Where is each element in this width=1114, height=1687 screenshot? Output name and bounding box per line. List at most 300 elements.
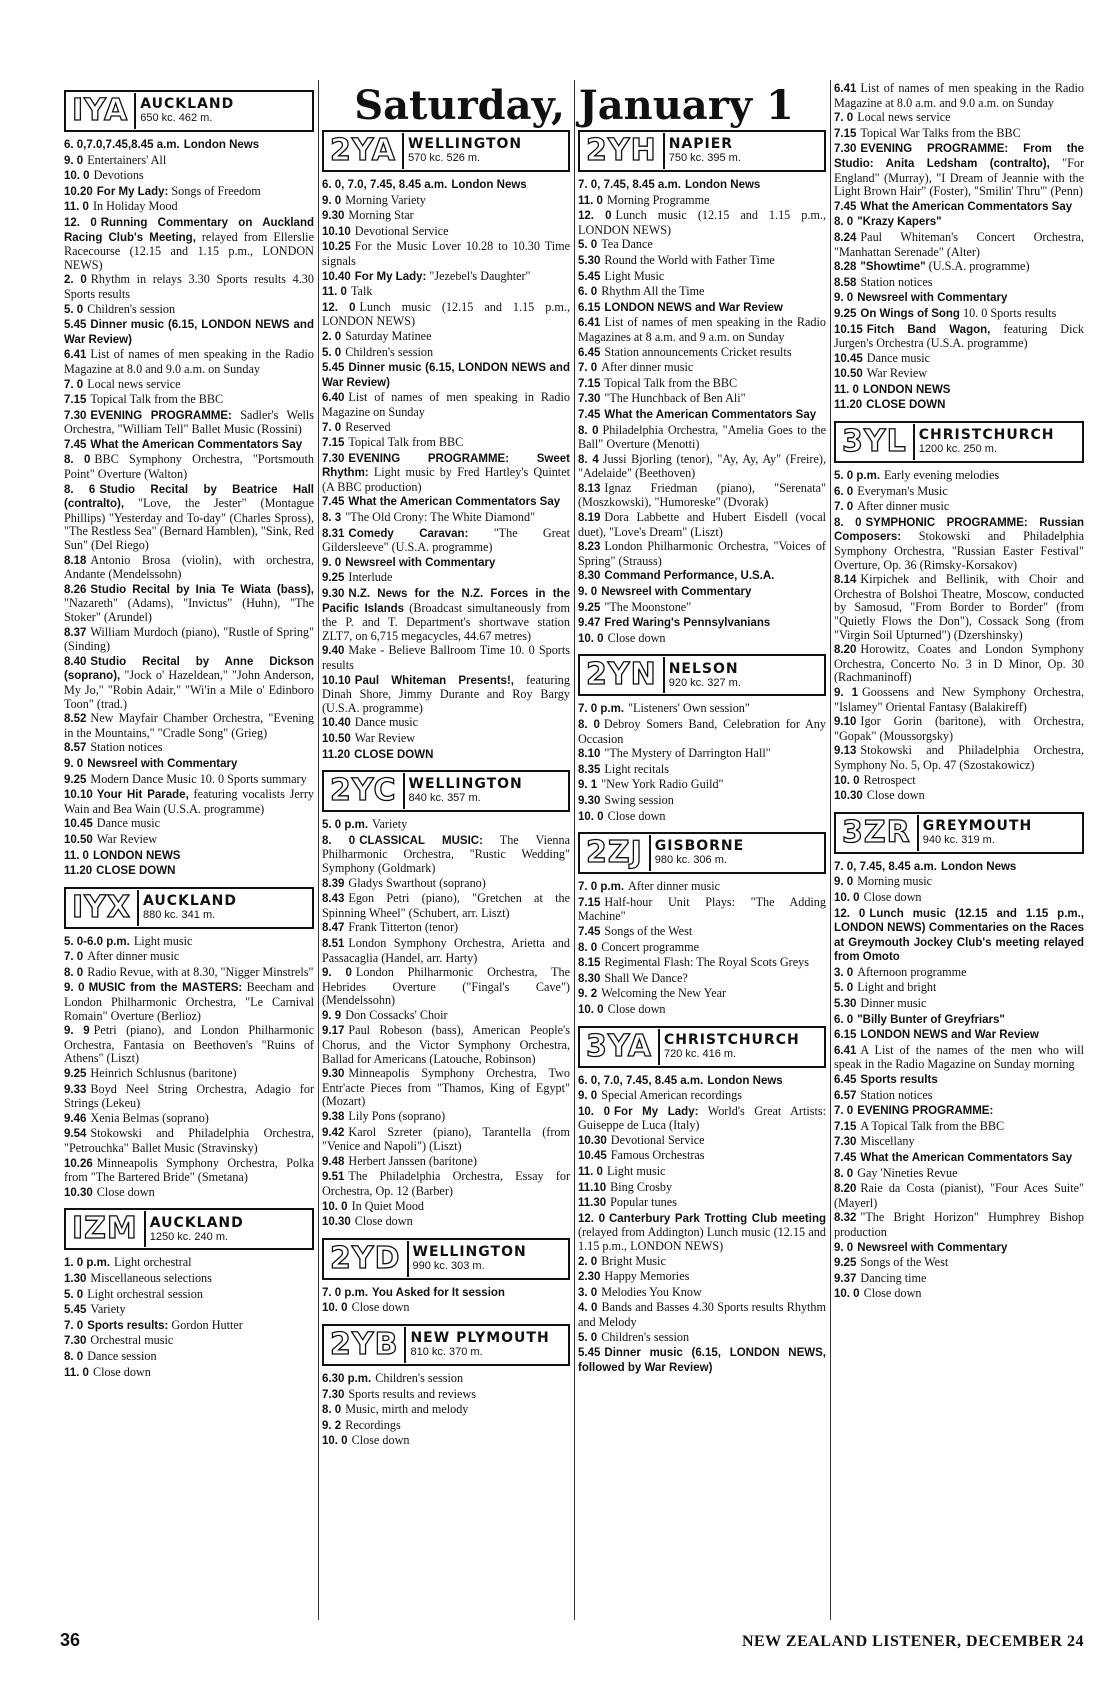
programme-time: 7.30 <box>64 409 87 422</box>
programme-time: 11. 0 <box>64 201 89 214</box>
programme-text: Xenia Belmas (soprano) <box>90 1110 209 1125</box>
programme-text: Topical Talk from the BBC <box>604 375 738 390</box>
programme-text: Radio Revue, with at 8.30, "Nigger Minstrels" <box>87 964 314 979</box>
programme-text: "New York Radio Guild" <box>601 777 724 792</box>
programme-text: Paul Whiteman's Concert Orchestra, "Manhattan Serenade" (Alter) <box>834 229 1084 259</box>
programme-time: 11.20 <box>834 399 863 412</box>
programme-item <box>64 453 314 481</box>
programme-item <box>578 632 826 647</box>
programme-item <box>578 972 826 987</box>
programme-time: 5. 0 <box>578 239 598 252</box>
programme-text: Devotions <box>93 168 144 183</box>
programme-time: 7.45 <box>834 1152 857 1164</box>
programme-item <box>322 921 570 936</box>
programme-time: 1. 0 p.m. <box>64 1257 111 1270</box>
station-name: AUCKLAND <box>140 96 235 113</box>
programme-item <box>578 482 826 510</box>
programme-time: 2. 0 <box>578 1255 598 1268</box>
programme-text: In Holiday Mood <box>92 199 178 214</box>
programme-time: 2.30 <box>578 1271 601 1284</box>
programme-item <box>834 82 1084 110</box>
column-rule <box>318 80 319 1620</box>
programme-text: On Wings of Song 10. 0 Sports results <box>860 305 1057 320</box>
programme-item <box>322 1155 570 1170</box>
programme-item <box>578 1286 826 1301</box>
programme-item <box>578 1105 826 1133</box>
programme-time: 9.38 <box>322 1111 345 1124</box>
station-name: NAPIER <box>668 136 734 153</box>
programme-item <box>322 1372 570 1387</box>
programme-item <box>64 169 314 184</box>
programme-time: 5. 0 <box>834 982 854 995</box>
programme-item <box>322 877 570 892</box>
programme-time: 10. 0 <box>834 891 860 904</box>
programme-time: 8.32 <box>834 1212 857 1225</box>
programme-text: Recordings <box>345 1417 401 1432</box>
programme-item <box>64 864 314 879</box>
programme-time: 12. 0 <box>578 1212 605 1225</box>
programme-item <box>578 925 826 940</box>
programme-text: Canterbury Park Trotting Club meeting (relayed from Addington) Lunch music (12.15 and 1.15 p.m., LONDON NEWS) <box>578 1212 827 1254</box>
programme-text: Debroy Somers Band, Celebration for Any Occasion <box>578 717 826 746</box>
programme-time: 5.45 <box>578 1347 601 1360</box>
programme-text: EVENING PROGRAMME: Sweet Rhythm: Light music by Fred Hartley's Quintet (A BBC production) <box>322 452 570 494</box>
programme-item <box>834 997 1084 1012</box>
programme-text: Jussi Bjorling (tenor), "Ay, Ay, Ay" (Freire), "Adelaide" (Beethoven) <box>578 451 826 481</box>
programme-text: List of names of men speaking in Radio Magazine on Sunday <box>322 390 570 419</box>
programme-time: 10.30 <box>834 790 863 803</box>
programme-text: CLOSE DOWN <box>866 399 946 412</box>
programme-item <box>834 1182 1084 1210</box>
programme-time: 10. 0 <box>578 1105 611 1118</box>
programme-time: 10.50 <box>64 833 93 846</box>
station-frequency: 650 kc. 462 m. <box>140 112 213 125</box>
programme-time: 8.20 <box>834 644 857 657</box>
programme-text: Sports results <box>860 1074 938 1087</box>
programme-time: 9.25 <box>578 601 601 614</box>
programme-text: Songs of the West <box>860 1255 949 1270</box>
programme-item <box>322 1170 570 1198</box>
station-frequency: 1200 kc. 250 m. <box>918 443 997 456</box>
programme-text: Talk <box>350 284 373 299</box>
programme-item <box>578 778 826 793</box>
programme-item <box>322 1419 570 1434</box>
programme-item <box>64 757 314 772</box>
programme-text: Light orchestral session <box>87 1286 203 1301</box>
programme-text: CLOSE DOWN <box>354 748 434 761</box>
programme-time: 9.42 <box>322 1126 345 1139</box>
programme-time: 7.30 <box>834 1136 857 1149</box>
programme-item <box>322 732 570 747</box>
programme-time: 10.26 <box>64 1157 93 1170</box>
programme-time: 4. 0 <box>578 1302 598 1315</box>
programme-time: 9. 9 <box>322 1009 342 1022</box>
programme-time: 8. 0 <box>834 516 862 529</box>
programme-item <box>834 686 1084 714</box>
programme-text: LONDON NEWS <box>862 383 951 396</box>
programme-item <box>322 674 570 716</box>
programme-time: 8. 4 <box>578 453 599 466</box>
programme-time: 6. 0 <box>578 286 598 299</box>
programme-time: 10. 0 <box>834 774 860 787</box>
programme-text: List of names of men speaking in the Radio Magazine at 8.0 a.m. and 9.0 a.m. on Sunday <box>834 81 1084 110</box>
programme-item <box>578 194 826 209</box>
programme-item <box>322 587 570 643</box>
programme-time: 11. 0 <box>578 1166 603 1179</box>
programme-time: 10.10 <box>322 225 351 238</box>
programme-time: 8. 0 <box>64 1350 84 1363</box>
programme-text: Famous Orchestras <box>610 1148 705 1163</box>
programme-time: 9.10 <box>834 716 857 729</box>
programme-time: 8.20 <box>834 1183 857 1196</box>
programme-item <box>578 987 826 1002</box>
programme-time: 8. 0 <box>834 1167 854 1180</box>
programme-item <box>322 571 570 586</box>
programme-text: Egon Petri (piano), "Gretchen at the Spinning Wheel" (Schubert, arr. Liszt) <box>322 891 570 920</box>
programme-time: 9. 0 <box>322 556 342 569</box>
programme-text: Modern Dance Music 10. 0 Sports summary <box>90 771 307 786</box>
station-banner <box>64 1208 314 1250</box>
programme-item <box>322 270 570 285</box>
programme-item <box>578 1301 826 1329</box>
programme-item <box>834 1135 1084 1150</box>
programme-time: 8.47 <box>322 922 345 935</box>
programme-time: 11.20 <box>64 865 93 878</box>
column-rule <box>574 80 575 1620</box>
programme-item <box>578 238 826 253</box>
programme-text: CLOSE DOWN <box>96 865 176 878</box>
programme-item <box>578 377 826 392</box>
programme-text: What the American Commentators Say <box>860 200 1073 213</box>
programme-item <box>578 270 826 285</box>
programme-text: After dinner music <box>628 879 721 894</box>
programme-item <box>578 794 826 809</box>
programme-text: Children's session <box>87 301 176 316</box>
programme-item <box>64 1067 314 1082</box>
programme-text: Dancing time <box>860 1270 927 1285</box>
programme-item <box>322 495 570 510</box>
programme-time: 9.46 <box>64 1112 87 1125</box>
station-callsign: 2YN <box>580 657 665 693</box>
programme-item <box>322 1200 570 1215</box>
programme-item <box>64 1024 314 1066</box>
programme-item <box>64 273 314 301</box>
programme-time: 10. 0 <box>322 1302 348 1315</box>
programme-time: 8.19 <box>578 512 601 525</box>
programme-item <box>578 1196 826 1211</box>
programme-item <box>834 516 1084 572</box>
programme-time: 1.30 <box>64 1272 87 1285</box>
programme-item <box>578 178 826 193</box>
programme-time: 7. 0 <box>322 421 342 434</box>
programme-time: 8.10 <box>578 748 601 761</box>
programme-item <box>578 1003 826 1018</box>
programme-text: Newsreel with Commentary <box>857 1241 1008 1254</box>
programme-text: Studio Recital by Inia Te Wiata (bass), "Nazareth" (Adams), "Invictus" (Huhn), "The Stoker" (Arundel) <box>64 583 314 624</box>
programme-time: 8.18 <box>64 554 87 567</box>
station-banner <box>578 130 826 172</box>
programme-text: Raie da Costa (pianist), "Four Aces Suite" (Mayerl) <box>834 1181 1084 1210</box>
programme-item <box>322 330 570 345</box>
programme-text: For the Music Lover 10.28 to 10.30 Time signals <box>322 239 570 268</box>
programme-text: List of names of men speaking in the Radio Magazines at 8 a.m. and 9 a.m. on Sunday <box>578 315 826 344</box>
programme-text: Stokowski and Philadelphia Orchestra, "Petrouchka" Ballet Music (Stravinsky) <box>64 1126 314 1155</box>
programme-item <box>834 323 1084 351</box>
programme-time: 8. 0 <box>322 834 356 847</box>
programme-text: Bands and Basses 4.30 Sports results Rhythm and Melody <box>578 1300 826 1329</box>
programme-time: 6. 0,7.0,7.45,8.45 a.m. <box>64 139 180 151</box>
programme-item <box>578 1149 826 1164</box>
programme-text: London Philharmonic Orchestra, The Hebrides Overture ("Fingal's Cave") (Mendelssohn) <box>322 965 570 1008</box>
programme-time: 6.15 <box>578 301 601 314</box>
programme-text: Close down <box>607 630 666 645</box>
programme-time: 10.45 <box>578 1150 607 1163</box>
programme-time: 10.15 <box>834 323 863 336</box>
programme-item <box>834 981 1084 996</box>
programme-text: "Billy Bunter of Greyfriars" <box>857 1013 1005 1026</box>
programme-text: Dinner music <box>860 996 927 1011</box>
programme-text: Round the World with Father Time <box>604 252 775 267</box>
programme-text: Entertainers' All <box>87 152 167 167</box>
programme-time: 9. 1 <box>578 779 598 792</box>
programme-time: 10.10 <box>64 789 93 802</box>
programme-time: 9.47 <box>578 617 601 630</box>
programme-time: 9. 0 <box>578 586 598 599</box>
programme-time: 10.40 <box>322 717 351 730</box>
station-frequency: 810 kc. 370 m. <box>410 1346 483 1359</box>
programme-text: Studio Recital by Anne Dickson (soprano), "Jock o' Hazeldean," "John Anderson, My Jo," "Robin Adair," "Wi'in a Mile o' Edinboro Toon" (trad.) <box>64 655 314 711</box>
programme-item <box>834 231 1084 259</box>
programme-text: Close down <box>863 1286 922 1301</box>
programme-text: Light music <box>606 1164 666 1179</box>
programme-item <box>64 438 314 453</box>
programme-time: 10. 0 <box>322 1200 348 1213</box>
programme-text: The Philadelphia Orchestra, Essay for Orchestra, Op. 12 (Barber) <box>322 1169 570 1198</box>
programme-time: 12. 0 <box>834 907 866 920</box>
programme-time: 2. 0 <box>64 274 87 287</box>
programme-item <box>64 483 314 553</box>
programme-time: 6. 0, 7.0, 7.45, 8.45 a.m. <box>322 179 448 191</box>
programme-time: 5.30 <box>578 254 601 267</box>
programme-text: Station announcements Cricket results <box>604 344 792 359</box>
programme-item <box>834 1256 1084 1271</box>
station-banner <box>322 130 570 172</box>
programme-text: What the American Commentators Say <box>860 1152 1073 1164</box>
programme-text: A Topical Talk from the BBC <box>860 1118 1005 1133</box>
programme-text: Concert programme <box>601 939 699 954</box>
column-3 <box>578 82 826 1376</box>
programme-time: 8.13 <box>578 482 601 495</box>
programme-item <box>834 352 1084 367</box>
programme-text: Dance music <box>354 715 419 730</box>
programme-item <box>64 1319 314 1334</box>
programme-item <box>578 601 826 616</box>
programme-text: Children's session <box>345 344 434 359</box>
programme-item <box>322 511 570 526</box>
programme-text: Light orchestral <box>114 1255 192 1270</box>
programme-time: 9.30 <box>322 588 345 601</box>
programme-text: Topical War Talks from the BBC <box>860 125 1021 140</box>
programme-time: 8.15 <box>578 957 601 970</box>
programme-text: Goossens and New Symphony Orchestra, "Islamey" Oriental Fantasy (Balakireff) <box>834 684 1084 714</box>
programme-time: 9.30 <box>322 1068 345 1081</box>
programme-time: 7. 0 p.m. <box>578 703 625 716</box>
station-callsign: IYA <box>66 93 136 129</box>
programme-text: Close down <box>351 1433 410 1448</box>
programme-item <box>64 981 314 1023</box>
programme-time: 8.24 <box>834 231 857 244</box>
station-name: CHRISTCHURCH <box>918 427 1055 444</box>
programme-item <box>64 741 314 756</box>
programme-time: 7.45 <box>322 496 345 509</box>
station-name: CHRISTCHURCH <box>663 1031 800 1048</box>
programme-text: MUSIC from the MASTERS: Beecham and London Philharmonic Orchestra, "Le Carnival Romain" Overture (Berlioz) <box>64 980 314 1023</box>
programme-time: 8.23 <box>578 541 601 554</box>
programme-text: Station notices <box>90 740 163 755</box>
programme-time: 7.30 <box>322 452 345 465</box>
programme-text: Kirpichek and Bellinik, with Choir and Orchestra of Bolshoi Theatre, Moscow, conducted by Samosud, "From Border to Border" (from "Quietly Flows the Don"), Cossack Song (from "Virgin Soil Upturned") (Dzershinsky) <box>834 572 1084 642</box>
programme-item <box>322 1215 570 1230</box>
programme-item <box>64 318 314 347</box>
programme-text: Close down <box>863 889 922 904</box>
programme-time: 7.30 <box>834 143 857 156</box>
programme-item <box>64 1272 314 1287</box>
programme-text: After dinner music <box>601 360 694 375</box>
programme-text: Studio Recital by Beatrice Hall (contralto), "Love, the Jester" (Montague Phillips) "Yesterday and To-day" (Charles Spross), "The Restless Sea" (Bernard Hamblen), "Sink, Red Sun" (Del Riego) <box>64 483 314 553</box>
programme-item <box>834 1211 1084 1239</box>
programme-item <box>834 398 1084 413</box>
programme-time: 5. 0 <box>64 1288 84 1301</box>
programme-time: 9.40 <box>322 645 345 658</box>
programme-time: 9. 0 <box>578 1090 598 1103</box>
programme-text: Lunch music (12.15 and 1.15 p.m., LONDON NEWS) Commentaries on the Races at Greymouth Jockey Club's meeting relayed from Omoto <box>834 907 1085 964</box>
programme-time: 11. 0 <box>64 1366 89 1379</box>
programme-text: Light Music <box>604 268 665 283</box>
programme-time: 5. 0 p.m. <box>834 470 881 483</box>
programme-text: Bright Music <box>601 1253 666 1268</box>
programme-text: LONDON NEWS and War Review <box>860 1029 1039 1042</box>
programme-text: Dance music <box>96 816 161 831</box>
programme-item <box>834 907 1084 965</box>
programme-text: For My Lady: Songs of Freedom <box>96 183 261 198</box>
programme-item <box>834 276 1084 291</box>
programme-text: London News <box>451 179 527 191</box>
programme-time: 9.25 <box>834 1257 857 1270</box>
station-banner <box>834 812 1084 854</box>
programme-time: 7.15 <box>322 437 345 450</box>
programme-item <box>578 346 826 361</box>
station-callsign: IZM <box>66 1211 146 1247</box>
programme-time: 10.50 <box>322 732 351 745</box>
programme-time: 7.15 <box>578 896 601 909</box>
station-name: WELLINGTON <box>412 1243 527 1260</box>
programme-time: 8.40 <box>64 655 87 668</box>
station-frequency: 570 kc. 526 m. <box>407 152 481 165</box>
programme-item <box>64 626 314 654</box>
programme-time: 11.10 <box>578 1181 607 1194</box>
programme-text: Make - Believe Ballroom Time 10. 0 Sports results <box>322 643 570 672</box>
programme-item <box>322 346 570 361</box>
programme-text: Ignaz Friedman (piano), "Serenata" (Moszkowski), "Humoreske" (Dvorak) <box>578 480 826 510</box>
programme-time: 6.15 <box>834 1029 857 1042</box>
programme-time: 6.41 <box>834 1044 857 1057</box>
station-name: AUCKLAND <box>149 1214 244 1231</box>
programme-text: Minneapolis Symphony Orchestra, Two Entr'acte Pieces from "Thamos, King of Egypt" (Mozart) <box>322 1066 570 1109</box>
station-callsign: 2YC <box>324 773 405 809</box>
programme-item <box>834 200 1084 215</box>
programme-text: "The Old Crony: The White Diamond" <box>345 510 536 525</box>
programme-item <box>322 391 570 419</box>
programme-item <box>578 585 826 600</box>
station-frequency: 1250 kc. 240 m. <box>149 1230 229 1243</box>
programme-item <box>64 185 314 200</box>
programme-text: Light and bright <box>857 980 937 995</box>
programme-time: 7. 0 <box>64 378 84 391</box>
programme-time: 7.45 <box>64 438 87 451</box>
programme-item <box>322 1024 570 1066</box>
programme-item <box>64 1334 314 1349</box>
programme-time: 9.30 <box>578 794 601 807</box>
programme-item <box>322 644 570 672</box>
programme-text: LONDON NEWS <box>92 849 181 862</box>
programme-text: "The Moonstone" <box>604 599 692 614</box>
programme-item <box>578 316 826 344</box>
programme-text: London News <box>940 860 1017 873</box>
programme-text: Variety <box>90 1302 126 1317</box>
programme-time: 6.41 <box>834 83 857 95</box>
programme-text: Early evening melodies <box>884 468 1000 483</box>
station-banner <box>322 1238 570 1280</box>
programme-item <box>834 1151 1084 1166</box>
programme-time: 5.30 <box>834 998 857 1011</box>
programme-text: EVENING PROGRAMME: <box>857 1105 994 1118</box>
programme-text: Happy Memories <box>604 1269 690 1284</box>
programme-item <box>322 436 570 451</box>
programme-text: London News <box>707 1074 783 1087</box>
programme-time: 8.51 <box>322 937 345 950</box>
station-callsign: 3YL <box>836 424 915 460</box>
programme-text: Close down <box>92 1364 151 1379</box>
programme-text: Dinner music (6.15, LONDON NEWS, followed by War Review) <box>578 1347 826 1374</box>
programme-item <box>578 569 826 584</box>
programme-text: After dinner music <box>87 949 180 964</box>
programme-time: 12. 0 <box>64 216 97 229</box>
programme-item <box>322 716 570 731</box>
programme-item <box>578 956 826 971</box>
programme-text: Miscellaneous selections <box>90 1270 212 1285</box>
programme-item <box>834 643 1084 685</box>
station-name: NEW PLYMOUTH <box>410 1330 550 1347</box>
programme-time: 7. 0 <box>834 112 854 125</box>
programme-item <box>322 285 570 300</box>
programme-item <box>322 361 570 390</box>
programme-time: 6.40 <box>322 392 345 405</box>
programme-item <box>64 1288 314 1303</box>
programme-text: "Showtime" (U.S.A. programme) <box>860 259 1030 274</box>
programme-item <box>322 178 570 193</box>
programme-item <box>578 941 826 956</box>
station-name: GREYMOUTH <box>922 817 1033 834</box>
programme-item <box>322 1067 570 1109</box>
programme-item <box>834 1287 1084 1302</box>
programme-item <box>834 1013 1084 1028</box>
programme-time: 8. 3 <box>322 512 342 525</box>
programme-time: 6. 0 <box>834 485 854 498</box>
programme-item <box>322 421 570 436</box>
programme-text: Station notices <box>860 274 933 289</box>
programme-text: Fitch Band Wagon, featuring Dick Jurgen's Orchestra (U.S.A. programme) <box>834 321 1085 351</box>
programme-time: 11. 0 <box>64 849 89 862</box>
